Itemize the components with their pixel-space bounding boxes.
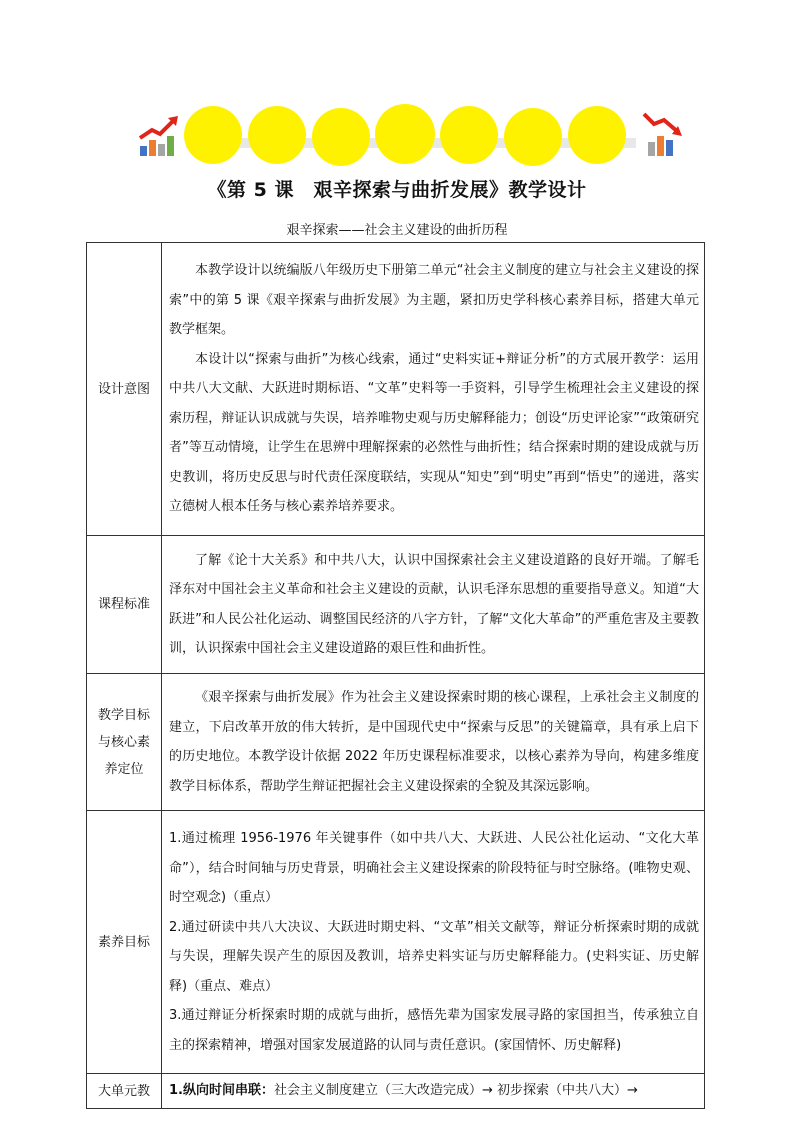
unit-teaching-text: 社会主义制度建立（三大改造完成）→ 初步探索（中共八大）→ [273,1083,638,1098]
deco-bar [149,140,156,156]
literacy-goal-item-2: 2.通过研读中共八大决议、大跃进时期史料、“文革”相关文献等，辩证分析探索时期的成就与失误，理解失误产生的原因及教训，培养史料实证与历史解释能力。(史料实证、历史解释)（重点、难点） [169,919,699,994]
deco-bar [657,136,664,156]
header-banner [138,104,684,166]
design-intent-paragraph-2: 本设计以“探索与曲折”为核心线索，通过“史料实证+辩证分析”的方式展开教学：运用中共八大文献、大跃进时期标语、“文革”史料等一手资料，引导学生梳理社会主义建设的探索历程，辩证认识成就与失误，培养唯物史观与历史解释能力；创设“历史评论家”“政策研究者”等互动情境，让学生在思辨中理解探索的必然性与曲折性；结合探索时期的建设成就与历史教训，将历史反思与时代责任深度联结，实现从“知史”到“明史”再到“悟史”的递进，落实立德树人根本任务与核心素养培养要求。 [169,351,699,515]
table-row-goal-positioning [87,674,705,811]
deco-bar [158,144,165,156]
goal-positioning-content [162,674,705,811]
yellow-circle-row [184,104,626,166]
goal-positioning-paragraph: 《艰辛探索与曲折发展》作为社会主义建设探索时期的核心课程，上承社会主义制度的建立，下启改革开放的伟大转折，是中国现代史中“探索与反思”的关键篇章，具有承上启下的历史地位。本教学设计依据 2022 年历史课程标准要求，以核心素养为导向，构建多维度教学目标体系，帮助学生辩证把握社会主义建设探索的全貌及其深远影响。 [169,690,699,794]
yellow-circle [184,106,242,164]
row-label-goal-positioning [87,674,162,811]
deco-bar [666,140,673,156]
yellow-circle [568,106,626,164]
row-label-literacy-goals: 素养目标 [87,811,162,1074]
yellow-circle [440,106,498,164]
label-line: 养定位 [104,761,144,777]
row-label-unit-teaching: 大单元教 [87,1074,162,1109]
yellow-circle [312,108,370,166]
literacy-goals-content [162,811,705,1074]
table-row-curriculum-standard [87,536,705,674]
unit-teaching-lead: 1.纵向时间串联： [169,1083,274,1098]
literacy-goal-item-3: 3.通过辩证分析探索时期的成就与曲折，感悟先辈为国家发展寻路的家国担当，传承独立自主的探索精神，增强对国家发展道路的认同与责任意识。(家国情怀、历史解释) [169,1008,699,1053]
label-line: 与核心素 [97,734,150,750]
banner-graphic [138,104,684,166]
design-intent-paragraph-1: 本教学设计以统编版八年级历史下册第二单元“社会主义制度的建立与社会主义建设的探索”中的第 5 课《艰辛探索与曲折发展》为主题，紧扣历史学科核心素养目标，搭建大单元教学框架。 [169,263,699,338]
document-subtitle: 艰辛探索——社会主义建设的曲折历程 [286,223,508,238]
deco-bar [167,136,174,156]
lesson-plan-table [86,242,705,1109]
deco-bar [648,142,655,156]
trend-arrow [644,114,678,132]
curriculum-standard-paragraph: 了解《论十大关系》和中共八大，认识中国探索社会主义建设道路的良好开端。了解毛泽东对中国社会主义革命和社会主义建设的贡献，认识毛泽东思想的重要指导意义。知道“大跃进”和人民公社化运动、调整国民经济的八字方针，了解“文化大革命”的严重危害及主要教训，认识探索中国社会主义建设道路的艰巨性和曲折性。 [169,552,699,656]
table-row-design-intent [87,243,705,536]
document-title: 《第 5 课 艰辛探索与曲折发展》教学设计 [207,179,587,201]
yellow-circle [375,104,435,164]
yellow-circle [248,106,306,164]
yellow-circle [504,108,562,166]
trend-arrow [140,120,174,138]
curriculum-standard-content [162,536,705,674]
trend-chart-icon-left [140,116,178,156]
trend-chart-icon-right [644,114,682,156]
row-label-design-intent: 设计意图 [87,243,162,536]
literacy-goal-item-1: 1.通过梳理 1956-1976 年关键事件（如中共八大、大跃进、人民公社化运动、“文化大革命”），结合时间轴与历史背景，明确社会主义建设探索的阶段特征与时空脉络。(唯物史观、时空观念)（重点） [169,831,699,905]
deco-bar [140,146,147,156]
row-label-curriculum-standard: 课程标准 [87,536,162,674]
label-line: 教学目标 [97,707,150,723]
table-row-unit-teaching [87,1074,705,1109]
table-row-literacy-goals [87,811,705,1074]
design-intent-content [162,243,705,536]
unit-teaching-content [162,1074,705,1109]
